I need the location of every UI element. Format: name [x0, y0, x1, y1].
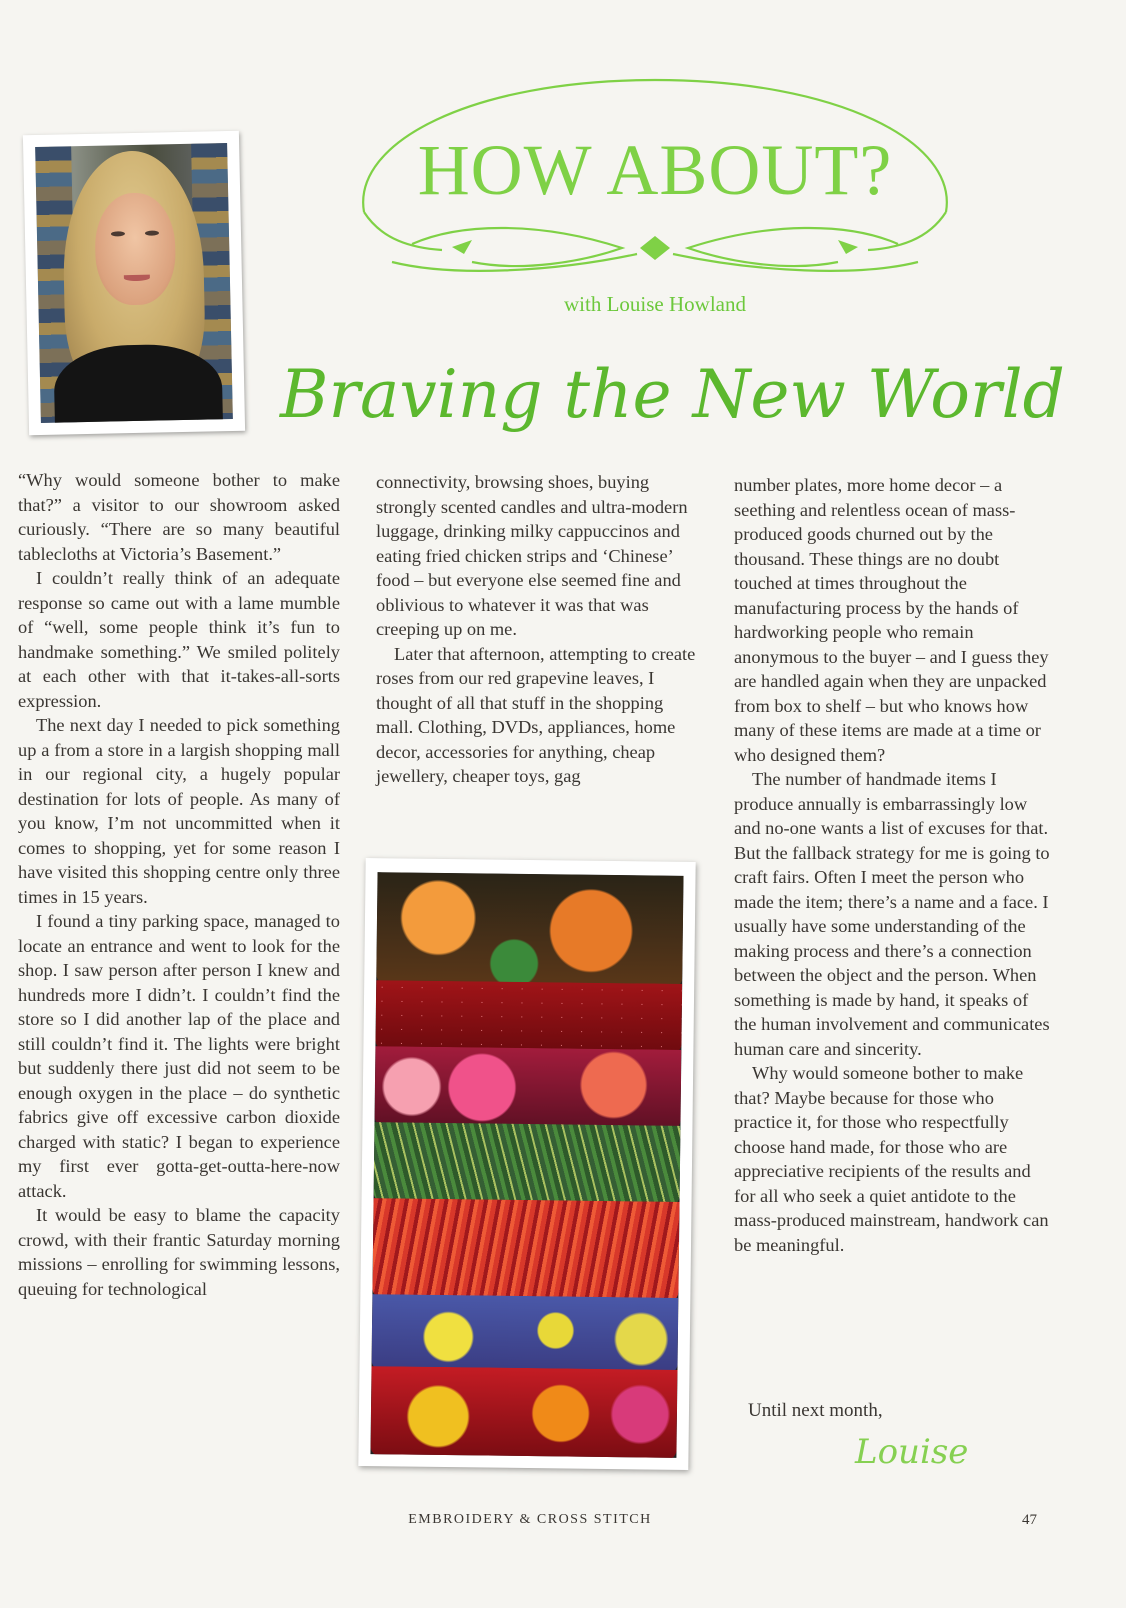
author-signature: Louise — [855, 1432, 969, 1472]
section-title: HOW ABOUT? — [417, 130, 893, 210]
publication-footer: EMBROIDERY & CROSS STITCH — [408, 1512, 652, 1527]
article-paragraph: I found a tiny parking space, managed to locate an entrance and went to look for the shop. I saw person after person I knew and hundreds more I didn’t. I couldn’t find the store so I did another lap of the place and still couldn’t find it. The lights were bright but suddenly there just did not seem to be enough oxygen in the place – do synthetic fabrics give off excessive carbon dioxide charged with static? I began to experience my first ever gotta-get-outta-here-now attack. — [18, 911, 340, 1201]
article-paragraph: Later that afternoon, attempting to create roses from our red grapevine leaves, I thought of all that stuff in the shopping mall. Clothing, DVDs, appliances, home decor, accessories for anything, cheap jewellery, cheaper toys, gag — [376, 643, 696, 786]
author-portrait — [23, 131, 245, 435]
article-headline: Braving the New World — [280, 356, 1065, 433]
portrait-photo-icon — [35, 143, 233, 423]
article-paragraph: It would be easy to blame the capacity crowd, with their frantic Saturday morning missions – enrolling for swimming lessons, queuing for technological — [18, 1205, 340, 1299]
signoff: Until next month, — [748, 1400, 883, 1421]
article-column-2 — [376, 470, 696, 789]
article-paragraph: Why would someone bother to make that? Maybe because for those who practice it, for those who respectfully choose hand made, for those who are appreciative recipients of the results and for all who seek a quiet antidote to the mass-produced mainstream, handwork can be meaningful. — [734, 1063, 1049, 1255]
article-paragraph: I couldn’t really think of an adequate response so came out with a lame mumble of “well, some people think it’s fun to handmake something.” We smiled politely at each other with that it-takes-all-sorts expression. — [18, 568, 340, 711]
article-paragraph: The number of handmade items I produce annually is embarrassingly low and no-one wants a list of excuses for that. But the fallback strategy for me is going to craft fairs. Often I meet the person who made the item; there’s a name and a face. I usually have some understanding of the making process and there’s a connection between the object and the person. When something is made by hand, it speaks of the human involvement and communicates human care and sincerity. — [734, 769, 1050, 1059]
article-column-3 — [734, 473, 1052, 1257]
article-paragraph: The next day I needed to pick something up a from a store in a largish shopping mall in our regional city, a hugely popular destination for lots of people. As many of you know, I’m not uncommitted when it comes to shopping, yet for some reason I have visited this shopping centre only three times in 15 years. — [18, 715, 340, 907]
page-number: 47 — [1022, 1512, 1037, 1528]
article-paragraph: number plates, more home decor – a seething and relentless ocean of mass-produced goods churned out by the thousand. These things are no doubt touched at times throughout the manufacturing process by the hands of hardworking people who remain anonymous to the buyer – and I guess they are handled again when they are unpacked from box to shelf – but who knows how many of these items are made at a time or who designed them? — [734, 475, 1049, 765]
article-paragraph: connectivity, browsing shoes, buying strongly scented candles and ultra-modern luggage, drinking milky cappuccinos and eating fried chicken strips and ‘Chinese’ food – but everyone else seemed fine and oblivious to whatever it was that was creeping up on me. — [376, 472, 688, 639]
fabric-bolts-photo-icon — [370, 872, 683, 1458]
article-paragraph: “Why would someone bother to make that?” a visitor to our showroom asked curiously. “There are so many beautiful tablecloths at Victoria’s Basement.” — [18, 470, 340, 564]
article-column-1 — [18, 468, 340, 1301]
byline: with Louise Howland — [564, 292, 746, 316]
fabric-photo — [358, 858, 695, 1470]
